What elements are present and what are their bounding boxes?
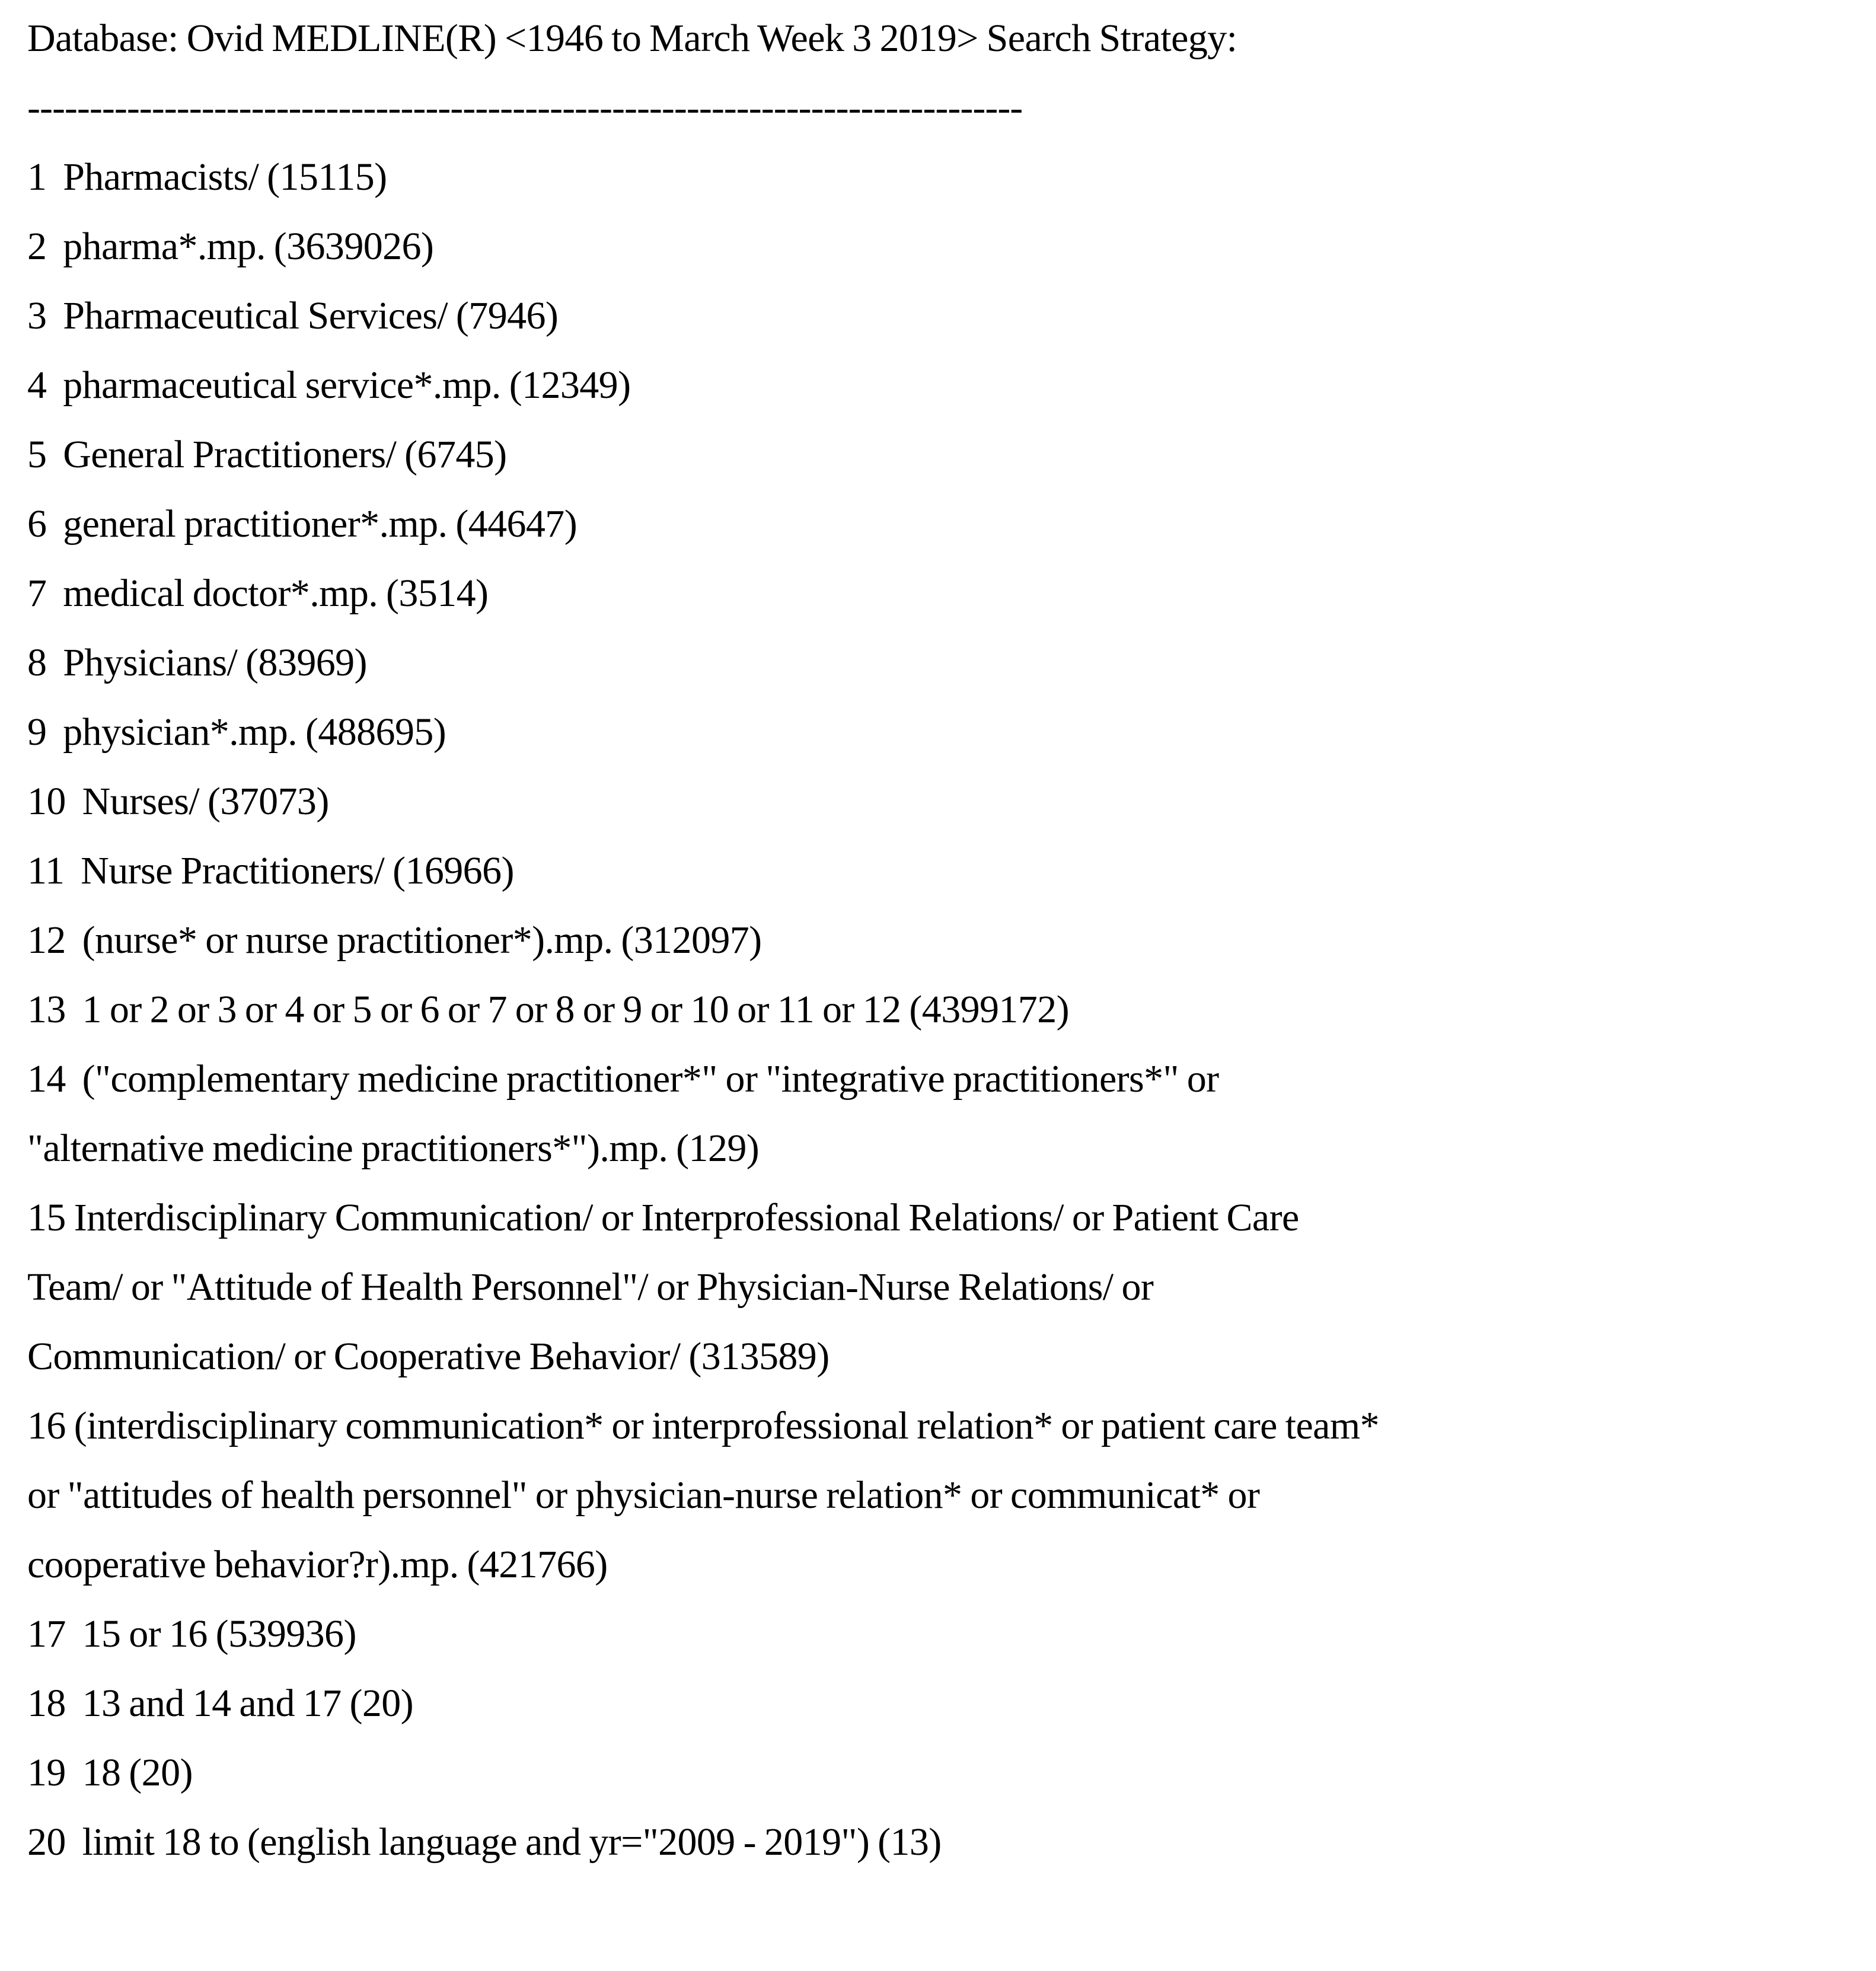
search-line: 4 pharmaceutical service*.mp. (12349) <box>27 363 631 407</box>
search-line: 17 15 or 16 (539936) <box>27 1612 356 1656</box>
search-line: 18 13 and 14 and 17 (20) <box>27 1682 414 1725</box>
search-line: 9 physician*.mp. (488695) <box>27 710 446 754</box>
search-line: 20 limit 18 to (english language and yr="2009 - 2019") (13) <box>27 1820 942 1864</box>
search-line: or "attitudes of health personnel" or physician-nurse relation* or communicat* or <box>27 1474 1260 1517</box>
search-line: "alternative medicine practitioners*").mp. (129) <box>27 1127 760 1170</box>
search-line: 5 General Practitioners/ (6745) <box>27 433 507 476</box>
search-line: 13 1 or 2 or 3 or 4 or 5 or 6 or 7 or 8 or 9 or 10 or 11 or 12 (4399172) <box>27 988 1069 1031</box>
search-line: 6 general practitioner*.mp. (44647) <box>27 502 578 546</box>
separator-line: -------------------------------------------------------------------------------- <box>27 86 1023 129</box>
search-line: Team/ or "Attitude of Health Personnel"/ or Physician-Nurse Relations/ or <box>27 1265 1154 1309</box>
search-lines <box>27 142 1379 1877</box>
search-strategy-document <box>27 4 1379 1877</box>
search-line: 7 medical doctor*.mp. (3514) <box>27 572 489 615</box>
search-line: 1 Pharmacists/ (15115) <box>27 155 387 199</box>
search-line: Communication/ or Cooperative Behavior/ (313589) <box>27 1335 829 1378</box>
search-line: 11 Nurse Practitioners/ (16966) <box>27 849 514 892</box>
search-line: 19 18 (20) <box>27 1751 193 1794</box>
search-line: 15 Interdisciplinary Communication/ or Interprofessional Relations/ or Patient Care <box>27 1196 1299 1239</box>
database-header: Database: Ovid MEDLINE(R) <1946 to March Week 3 2019> Search Strategy: <box>27 17 1237 60</box>
search-line: 2 pharma*.mp. (3639026) <box>27 225 434 268</box>
search-line: 16 (interdisciplinary communication* or interprofessional relation* or patient care team* <box>27 1404 1379 1447</box>
search-line: cooperative behavior?r).mp. (421766) <box>27 1543 608 1586</box>
search-line: 12 (nurse* or nurse practitioner*).mp. (312097) <box>27 918 762 962</box>
search-line: 8 Physicians/ (83969) <box>27 641 367 684</box>
search-line: 10 Nurses/ (37073) <box>27 780 329 823</box>
search-line: 14 ("complementary medicine practitioner*" or "integrative practitioners*" or <box>27 1057 1219 1101</box>
search-line: 3 Pharmaceutical Services/ (7946) <box>27 294 559 337</box>
